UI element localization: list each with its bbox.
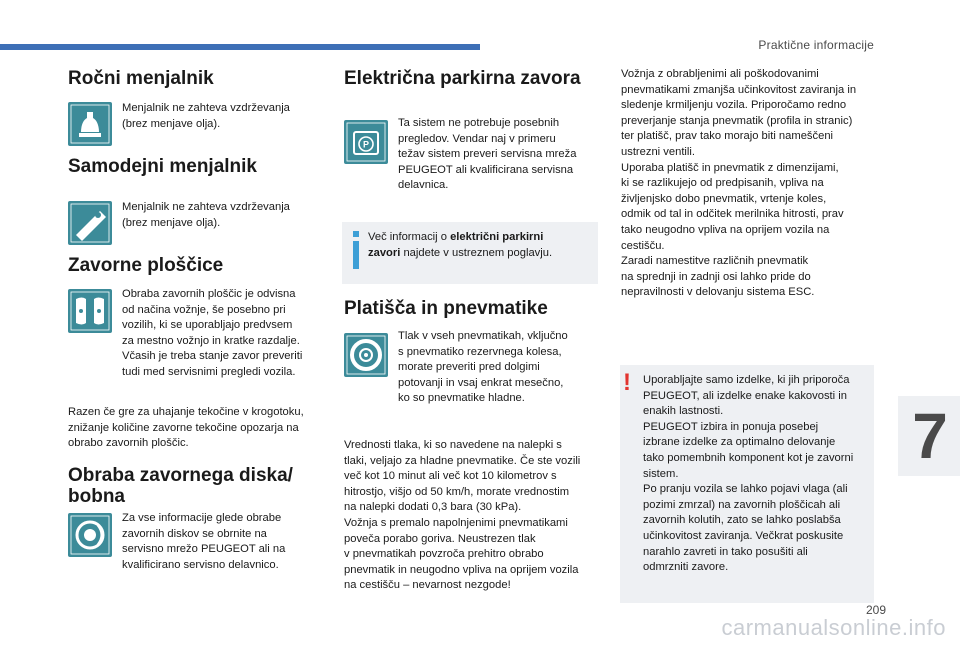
svg-text:P: P: [362, 139, 370, 150]
info-icon: [353, 231, 359, 269]
warning-text: Uporabljajte samo izdelke, ki jih priporoča PEUGEOT, ali izdelke enake kakovosti in enakih lastnosti. PEUGEOT izbira in ponuja posebej izbrane izdelke za optimalno delovanje tako pomembnih komponent kot je zavorni sistem. Po pranju vozila se lahko pojavi vlaga (ali pozimi zmrzal) na zavornih ploščicah ali zavornih kolutih, zato se lahko poslabša učinkovitost zaviranja. Večkrat poskusite narahlo zavreti in tako posušiti ali odmrzniti zavore.: [643, 374, 854, 574]
text-parking-brake: Ta sistem ne potrebuje posebnih pregledov. Vendar naj v primeru težav sistem preveri servisna mreža PEUGEOT ali kvalificirana servisna delavnica.: [398, 117, 577, 192]
chapter-title: Praktične informacije: [758, 38, 874, 52]
warning-icon: !: [623, 369, 631, 396]
parking-brake-icon: [344, 120, 388, 164]
text-worn-tyres: Vožnja z obrabljenimi ali poškodovanimi pnevmatikami zmanjša učinkovitost zaviranja in sledenje krmiljenju vozila. Priporočamo redno preverjanje stanja pnevmatik (profila in stranic) ter platišč, prav tako morajo biti nameščeni ustrezni ventili. Uporaba platišč in pnevmatik z dimenzijami, ki se razlikujejo od predpisanih, vpliva na življenjsko dobo pnevmatik, vrtenje koles, odmik od tal in odčitek merilnika hitrosti, prav tako neugodno vpliva na oprijem vozila na cestišču. Zaradi namestitve različnih pnevmatik na sprednji in zadnji osi lahko pride do nepravilnosti v delovanju sistema ESC.: [621, 68, 857, 299]
section-title-brake-disc: Obraba zavornega diska/ bobna: [68, 465, 293, 507]
section-title-manual-gearbox: Ročni menjalnik: [68, 68, 214, 89]
page-number: 209: [865, 603, 886, 617]
watermark: carmanualsonline.info: [721, 615, 946, 640]
text-brake-pads: Obraba zavornih ploščic je odvisna od načina vožnje, še posebno pri vozilih, ki se uporabljajo predvsem za mestno vožnjo in kratke razdalje. Včasih je treba stanje zavor preveriti tudi med servisnimi pregledi vozila.: [122, 288, 303, 378]
text-brake-fluid: Razen če gre za uhajanje tekočine v krogotoku, znižanje količine zavorne tekočine opozarja na obrabo zavornih ploščic.: [68, 406, 304, 450]
text-tyre-values: Vrednosti tlaka, ki so navedene na nalepki s tlaki, veljajo za hladne pnevmatike. Če ste vozili več kot 10 minut ali več kot 10 kilometrov s hitrostjo, višjo od 50 km/h, morate vrednostim na nalepki dodati 0,3 bara (30 kPa). Vožnja s premalo napolnjenimi pnevmatikami poveča porabo goriva. Neustrezen tlak v pnevmatikah povzroča prehitro obrabo pnevmatik in neugodno vpliva na oprijem vozila na cestišču – nevarnost nezgode!: [344, 439, 581, 592]
automatic-gearbox-icon: [68, 201, 112, 245]
text-tyre-pressure: Tlak v vseh pnevmatikah, vključno s pnevmatiko rezervnega kolesa, morate preveriti pred dolgimi potovanji in vsaj enkrat mesečno, ko so pnevmatike hladne.: [398, 330, 568, 405]
section-title-automatic-gearbox: Samodejni menjalnik: [68, 156, 257, 177]
text-brake-disc: Za vse informacije glede obrabe zavornih diskov se obrnite na servisno mrežo PEUGEOT ali na kvalificirano servisno delavnico.: [122, 512, 286, 571]
chapter-number: 7: [912, 400, 948, 472]
section-title-brake-pads: Zavorne ploščice: [68, 255, 224, 276]
text-manual-gearbox: Menjalnik ne zahteva vzdrževanja (brez menjave olja).: [122, 102, 290, 130]
brake-disc-icon: [68, 513, 112, 557]
section-title-tyres: Platišča in pnevmatike: [344, 298, 548, 319]
section-title-parking-brake: Električna parkirna zavora: [344, 68, 581, 89]
header-accent-bar: [0, 44, 480, 50]
brake-pads-icon: [68, 289, 112, 333]
text-automatic-gearbox: Menjalnik ne zahteva vzdrževanja (brez menjave olja).: [122, 201, 290, 229]
info-text: Več informacij o električni parkirni zavori najdete v ustreznem poglavju.: [368, 231, 553, 259]
tyre-icon: [344, 333, 388, 377]
manual-gearbox-icon: [68, 102, 112, 146]
